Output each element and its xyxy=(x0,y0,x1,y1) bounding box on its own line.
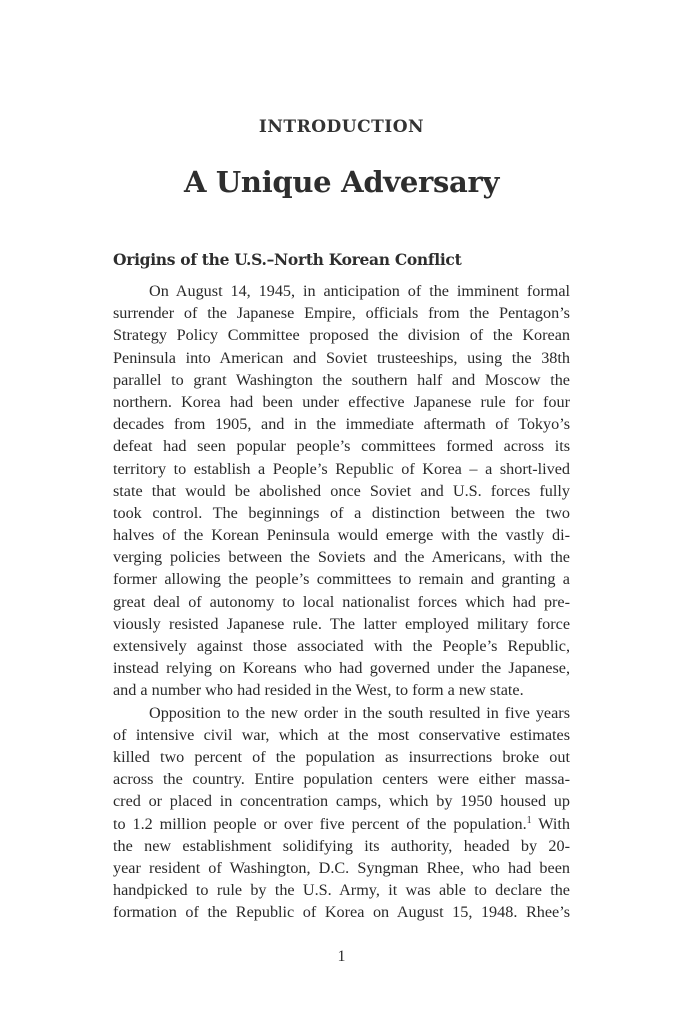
text-line: Strategy Policy Committee proposed the division of the Korean xyxy=(113,326,570,345)
paragraph-2 xyxy=(113,702,570,924)
text-line: northern. Korea had been under effective Japanese rule for four xyxy=(113,392,570,411)
text-segment: to 1.2 million people or over five percent of the population. xyxy=(113,814,527,833)
text-line: territory to establish a People’s Republic of Korea – a short-lived xyxy=(113,459,570,478)
text-line: former allowing the people’s committees to remain and granting a xyxy=(113,570,570,589)
text-line: cred or placed in concentration camps, which by 1950 housed up xyxy=(113,792,570,811)
text-line: verging policies between the Soviets and the Americans, with the xyxy=(113,548,570,567)
text-line: took control. The beginnings of a distinction between the two xyxy=(113,503,570,522)
text-line: instead relying on Koreans who had governed under the Japanese, xyxy=(113,659,570,678)
text-line: handpicked to rule by the U.S. Army, it was able to declare the xyxy=(113,881,570,900)
text-line: Opposition to the new order in the south resulted in five years xyxy=(149,703,570,722)
text-line-with-footnote xyxy=(113,813,570,835)
text-line: viously resisted Japanese rule. The latter employed military force xyxy=(113,614,570,633)
text-line: the new establishment solidifying its authority, headed by 20- xyxy=(113,836,570,855)
chapter-title: A Unique Adversary xyxy=(183,165,500,199)
text-line: great deal of autonomy to local nationalist forces which had pre- xyxy=(113,592,570,611)
text-line: and a number who had resided in the West, to form a new state. xyxy=(113,681,524,700)
text-line: On August 14, 1945, in anticipation of the imminent formal xyxy=(149,282,570,300)
text-line: of intensive civil war, which at the most conservative estimates xyxy=(113,725,570,744)
text-line: defeat had seen popular people’s committees formed across its xyxy=(113,437,570,456)
page-number: 1 xyxy=(337,948,346,965)
text-line: extensively against those associated with the People’s Republic, xyxy=(113,637,570,655)
paragraph-1 xyxy=(113,280,570,702)
text-line: state that would be abolished once Soviet and U.S. forces fully xyxy=(113,481,570,500)
chapter-label: INTRODUCTION xyxy=(258,117,425,137)
text-line: killed two percent of the population as insurrections broke out xyxy=(113,747,570,766)
text-line: surrender of the Japanese Empire, officials from the Pentagon’s xyxy=(113,304,570,323)
text-line: formation of the Republic of Korea on August 15, 1948. Rhee’s xyxy=(113,903,570,922)
text-line: parallel to grant Washington the southern half and Moscow the xyxy=(113,370,570,389)
footnote-marker[interactable]: 1 xyxy=(526,814,532,826)
text-line: year resident of Washington, D.C. Syngman Rhee, who had been xyxy=(113,858,570,877)
text-line: across the country. Entire population centers were either massa- xyxy=(113,770,570,789)
body-text xyxy=(113,280,570,923)
text-segment: With xyxy=(531,814,570,833)
text-line: halves of the Korean Peninsula would emerge with the vastly di- xyxy=(113,526,570,545)
section-heading: Origins of the U.S.–North Korean Conflict xyxy=(113,250,462,269)
text-line: Peninsula into American and Soviet trusteeships, using the 38th xyxy=(113,348,570,367)
text-line: decades from 1905, and in the immediate aftermath of Tokyo’s xyxy=(113,415,570,434)
